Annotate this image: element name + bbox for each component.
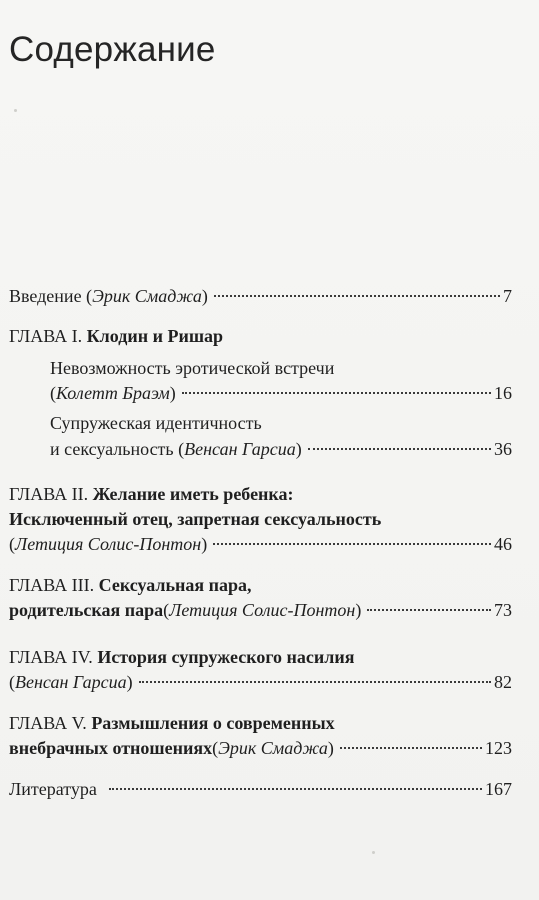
chapter-4-heading[interactable]: ГЛАВА IV. История супружеского насилия bbox=[9, 645, 355, 670]
page-title: Содержание bbox=[9, 30, 216, 69]
chapter-title: Сексуальная пара, bbox=[98, 575, 252, 595]
dot-leader bbox=[182, 392, 491, 394]
chapter-title: Желание иметь ребенка: bbox=[92, 484, 294, 504]
paper-speck bbox=[14, 109, 17, 112]
entry-author: Летиция Солис-Понтон bbox=[169, 600, 356, 620]
entry-author: Эрик Смаджа bbox=[92, 286, 202, 306]
toc-entry-section-1[interactable]: ( Колетт Браэм ) 16 bbox=[50, 381, 512, 406]
chapter-2-heading[interactable]: ГЛАВА II. Желание иметь ребенка: bbox=[9, 482, 294, 507]
toc-entry-section-2[interactable]: и сексуальность ( Венсан Гарсиа ) 36 bbox=[50, 437, 512, 462]
paper-speck bbox=[372, 851, 375, 854]
toc-entry-chapter-3[interactable]: родительская пара ( Летиция Солис-Понтон ) 73 bbox=[9, 598, 512, 623]
page-number: 7 bbox=[503, 286, 512, 306]
chapter-3-heading[interactable]: ГЛАВА III. Сексуальная пара, bbox=[9, 573, 252, 598]
entry-author: Венсан Гарсиа bbox=[15, 672, 127, 692]
chapter-title: Клодин и Ришар bbox=[86, 326, 224, 346]
page-number: 46 bbox=[494, 534, 512, 554]
entry-author: Колетт Браэм bbox=[56, 383, 170, 403]
dot-leader bbox=[213, 543, 491, 545]
dot-leader bbox=[109, 788, 482, 790]
page-number: 167 bbox=[485, 779, 512, 799]
entry-author: Летиция Солис-Понтон bbox=[15, 534, 202, 554]
entry-author: Эрик Смаджа bbox=[218, 738, 328, 758]
page-number: 36 bbox=[494, 439, 512, 459]
toc-entry-chapter-2[interactable]: ( Летиция Солис-Понтон ) 46 bbox=[9, 532, 512, 557]
entry-author: Венсан Гарсиа bbox=[184, 439, 296, 459]
page-number: 73 bbox=[494, 600, 512, 620]
chapter-1-heading[interactable]: ГЛАВА I. Клодин и Ришар bbox=[9, 324, 223, 349]
dot-leader bbox=[214, 295, 500, 297]
section-2-title: Супружеская идентичность bbox=[50, 413, 262, 433]
chapter-5-heading[interactable]: ГЛАВА V. Размышления о современных bbox=[9, 711, 335, 736]
toc-entry-introduction[interactable]: Введение ( Эрик Смаджа ) 7 bbox=[9, 284, 512, 309]
section-1-title: Невозможность эротической встречи bbox=[50, 358, 335, 378]
chapter-title: История супружеского насилия bbox=[97, 647, 355, 667]
chapter-title: Размышления о современных bbox=[91, 713, 335, 733]
page-number: 16 bbox=[494, 383, 512, 403]
chapter-2-subtitle: Исключенный отец, запретная сексуальность bbox=[9, 509, 382, 529]
page-number: 123 bbox=[485, 738, 512, 758]
dot-leader bbox=[340, 747, 482, 749]
toc-entry-chapter-5[interactable]: внебрачных отношениях ( Эрик Смаджа ) 123 bbox=[9, 736, 512, 761]
dot-leader bbox=[139, 681, 491, 683]
page-number: 82 bbox=[494, 672, 512, 692]
toc-entry-literature[interactable]: Литература 167 bbox=[9, 777, 512, 802]
dot-leader bbox=[367, 609, 491, 611]
dot-leader bbox=[308, 448, 491, 450]
toc-entry-chapter-4[interactable]: ( Венсан Гарсиа ) 82 bbox=[9, 670, 512, 695]
